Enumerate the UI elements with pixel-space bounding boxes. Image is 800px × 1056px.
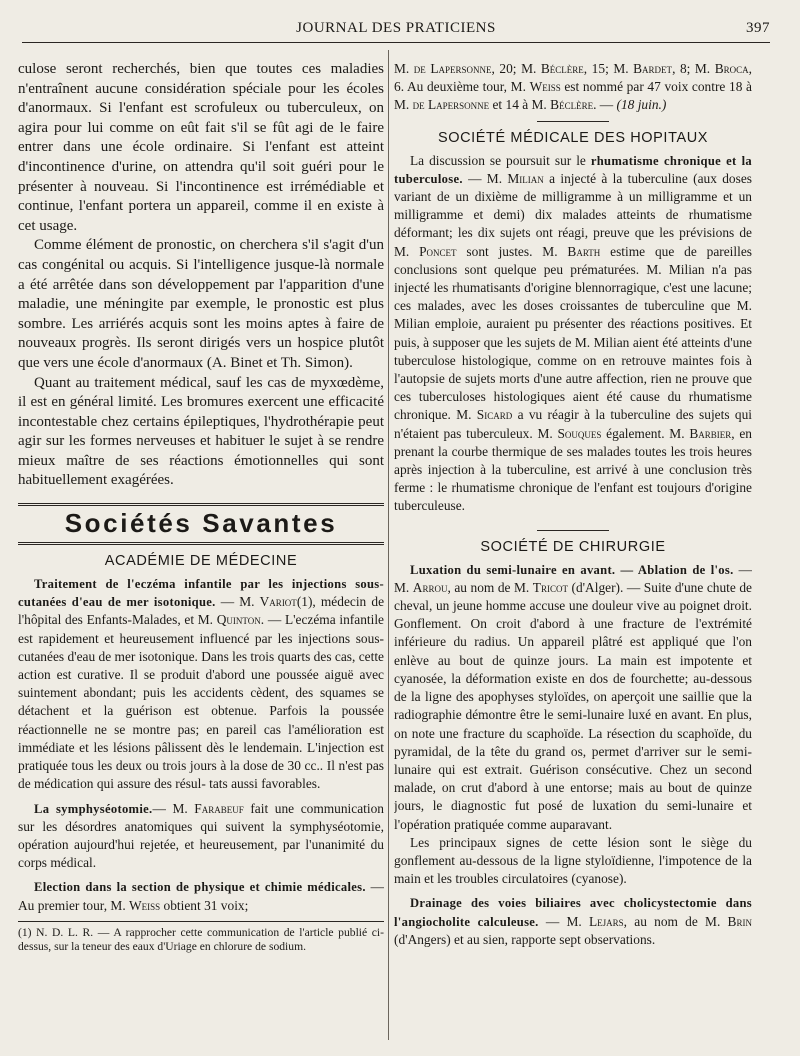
article-symphyseotomie: La symphyséotomie.— M. Farabeuf fait une communication sur les désordres anatomiques qui suivent la symphyséotomie, opération aujourd'hui rejetée, et heureusement, par l'unanimité du corps médical.	[18, 800, 384, 871]
left-column	[18, 60, 384, 1045]
paragraph-pronostic: Comme élément de pronostic, on cherchera s'il s'agit d'un cas congénital ou acquis. Si l'intelligence jusque-là normale a été arrêtée dans son développement par l'apparition d'une maladie, une méningite par exemple, le pronostic est plus sombre. Les arriérés acquis sont les moins aptes à faire de nouveaux progrès. Ils seront dirigés vers un hospice plutôt que vers une école d'anormaux (A. Binet et Th. Simon).	[18, 237, 384, 371]
paragraph-traitement: Quant au traitement médical, sauf les cas de myxœdème, il est en général limité. Les bromures exercent une efficacité incontestable chez certains épileptiques, l'hydrothérapie peut agir sur les formes nerveuses et habituer le sujet à se rendre mieux maître de ses réactions émotionnelles qui sont habituellement exagérées.	[18, 374, 384, 489]
author-name: Milian	[507, 170, 544, 186]
author-name: Barbier	[689, 425, 732, 441]
author-name: Farabeuf	[194, 800, 244, 816]
section-rule	[537, 121, 609, 122]
footnote-rule	[18, 921, 384, 922]
article-drainage: Drainage des voies biliaires avec cholicystectomie dans l'angiocholite calculeuse. — M. Lejars, au nom de M. Brin (d'Angers) et au sien, rapporte sept observations.	[394, 896, 752, 947]
session-date: (18 juin.)	[616, 97, 667, 113]
header-rule	[22, 42, 770, 43]
author-name: Souques	[557, 425, 602, 441]
author-name: Broca	[714, 61, 749, 76]
article-lead: Election dans la section de physique et chimie médicales.	[34, 880, 366, 895]
author-name: Béclère	[540, 61, 584, 76]
section-rule	[537, 530, 609, 531]
article-lead: rhumatisme chronique et la tuberculose.	[394, 153, 752, 186]
author-name: Variot	[259, 594, 297, 610]
article-lead: Drainage des voies biliaires avec cholicystectomie dans l'angiocholite calculeuse.	[394, 896, 752, 929]
hopitaux-heading: SOCIÉTÉ MÉDICALE DES HOPITAUX	[437, 129, 709, 146]
column-divider	[388, 50, 389, 1040]
paragraph-continuation: culose seront recherchés, bien que toutes ces maladies n'entraînent aucune considération spéciale pour les écoles d'anormaux. Si l'enfant est scrofuleux ou tuberculeux, on agira pour lui comme on eût fait s'il se fût agi de le faire entrer dans une école ordinaire. Si l'enfant est atteint d'incontinence d'urine, on attendra qu'il soit guéri pour le présenter à nouveau. Si l'incontinence est irrémédiable et continue, l'enfant portera un appareil, comme il en existe à cet usage.	[18, 61, 384, 234]
author-name: Quinton	[216, 612, 261, 628]
election-continuation: M. de Lapersonne, 20; M. Béclère, 15; M. Bardet, 8; M. Broca, 6. Au deuxième tour, M. Weiss est nommé par 47 voix contre 18 à M. de Lapersonne et 14 à M. Béclère. — (18 juin.)	[394, 61, 752, 113]
footnote: (1) N. D. L. R. — A rapprocher cette communication de l'article publié ci-dessus, sur la teneur des eaux d'Uriage en chlorure de sodium.	[18, 925, 384, 953]
author-name: de Lapersonne	[412, 97, 490, 113]
author-name: Bardet	[633, 61, 673, 76]
author-name: Lejars	[588, 913, 624, 929]
article-lead: Traitement de l'eczéma infantile par les injections sous-cutanées d'eau de mer isotonique.	[18, 577, 384, 610]
author-name: Brin	[727, 913, 752, 929]
author-name: Weiss	[129, 897, 161, 913]
article-lead: Luxation du semi-lunaire en avant. — Ablation de l'os.	[410, 562, 734, 577]
chirurgie-heading: SOCIÉTÉ DE CHIRURGIE	[480, 538, 666, 555]
article-election: Election dans la section de physique et chimie médicales. — Au premier tour, M. Weiss obtient 31 voix;	[18, 879, 384, 913]
author-name: Weiss	[529, 79, 561, 95]
academie-heading: ACADÉMIE DE MÉDECINE	[104, 553, 298, 570]
right-column	[394, 60, 752, 1045]
author-name: Poncet	[419, 243, 457, 259]
article-lead: La symphyséotomie.	[34, 801, 153, 816]
author-name: Béclère	[550, 97, 594, 113]
running-head	[22, 18, 770, 40]
article-eczema: Traitement de l'eczéma infantile par les injections sous-cutanées d'eau de mer isotonique. — M. Variot(1), médecin de l'hôpital des Enfants-Malades, et M. Quinton. — L'eczéma infantile est rapidement et heureusement influencé par les injections sous-cutanées d'eau de mer isotonique. Dans les trois quarts des cas, cette action est curative. Il se produit d'abord une poussée aiguë avec suintement abondant; puis les accidents cèdent, des squames se détachent et la guérison est obtenue. Parfois la poussée réactionnelle ne se montre pas; en pareil cas l'amélioration est immédiate et les lésions pâlissent dès le lendemain. L'injection est pratiquée tous les deux ou trois jours à la dose de 30 cc.. Il n'est pas de médication qui assure des résul- tats aussi favorables.	[18, 577, 384, 792]
article-luxation: Luxation du semi-lunaire en avant. — Ablation de l'os. — M. Arrou, au nom de M. Tricot (d'Alger). — Suite d'une chute de cheval, un jeune homme accuse une douleur vive au poignet droit. Gonflement. On croit d'abord à une fracture de l'extrémité inférieure du radius. Un appareil plâtré est appliqué que l'on enlève au bout de quinze jours. La main est impotente et cyanosée, la déformation existe en dos de fourchette; au-dessous de la ligne des apophyses styloïdes, on aperçoit une saillie que la radiographie démontre être le semi-lunaire luxé en avant. En plus, on note une fracture du scaphoïde. La résection du scaphoïde, du pyramidal, de la tête du grand os, permet d'arriver sur le semi-lunaire qui est extrait. Guérison consécutive. Chez un second malade, on crut d'abord à une entorse; mais au bout de quinze jours, le diagnostic fut posé de luxation du semi-lunaire et l'opération pratiquée comme auparavant.	[394, 561, 752, 832]
article-luxation-signs: Les principaux signes de cette lésion sont le siège du gonflement au-dessous de la ligne styloïdienne, l'impotence de la main et les troubles circulatoires (cyanose).	[394, 834, 752, 887]
article-rhumatisme: La discussion se poursuit sur le rhumatisme chronique et la tuberculose. — M. Milian a injecté à la tuberculine (aux doses variant de un dixième de milligramme à un milligramme et un milligramme et demi) dix malades atteints de rhumatisme déformant; les dix sujets ont réagi, preuve que les prévisions de M. Poncet sont justes. M. Barth estime que de pareilles conclusions sont quelque peu prématurées. M. Milian n'a pas injecté les rhumatisants d'origine blennorragique, c'est une lacune; ces malades, avec les doses croissantes de tuberculine que M. Milian emploie, auraient pu présenter des réactions positives. Et puis, à supposer que les sujets de M. Milian aient été atteints d'une tuberculose histologique, comme on en retrouve maintes fois à l'autopsie de sujets morts d'une autre affection, rien ne prouve que ces tuberculoses histologiques aient été cause du rhumatisme chronique. M. Sicard a vu réagir à la tuberculine des sujets qui n'étaient pas tuberculeux. M. Souques également. M. Barbier, en prenant la courbe thermique de ses malades toutes les trois heures après injection à la tuberculine, est arrivé à une conclusion très ferme : le rhumatisme chronique de l'enfant est toujours d'origine tuberculeuse.	[394, 152, 752, 514]
journal-title: JOURNAL DES PRATICIENS	[296, 20, 496, 36]
section-banner: Sociétés Savantes	[18, 503, 384, 545]
author-name: Sicard	[476, 407, 513, 423]
author-name: Arrou	[412, 579, 448, 595]
author-name: Tricot	[532, 579, 568, 595]
author-name: Barth	[567, 243, 601, 259]
author-name: de Lapersonne	[413, 61, 492, 76]
page-number: 397	[746, 20, 770, 36]
